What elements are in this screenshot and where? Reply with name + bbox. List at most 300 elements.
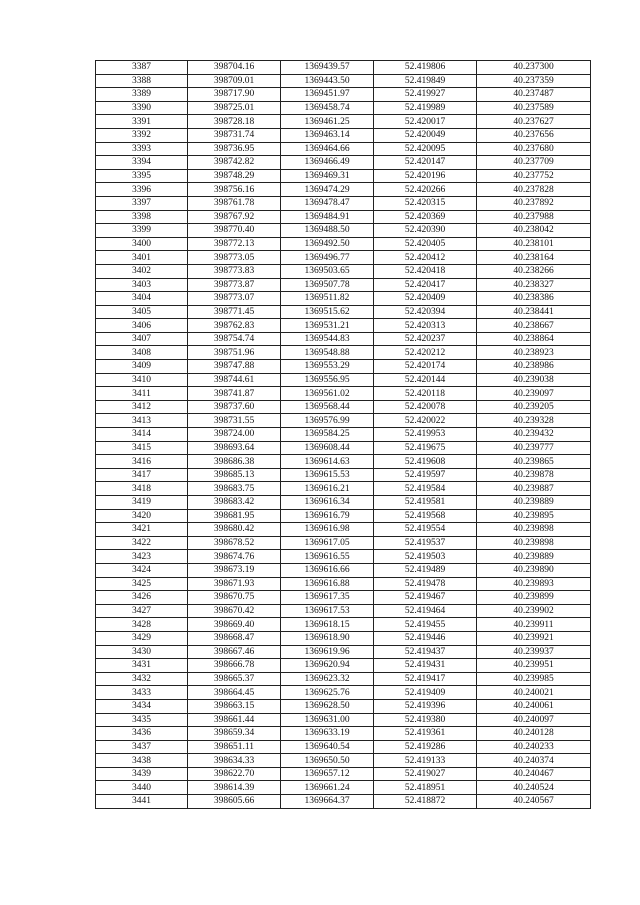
- easting-cell: 398670.75: [188, 591, 281, 605]
- longitude-cell: 40.239328: [477, 414, 591, 428]
- easting-cell: 398693.64: [188, 441, 281, 455]
- easting-cell: 398736.95: [188, 142, 281, 156]
- northing-cell: 1369464.66: [281, 142, 374, 156]
- point-number-cell: 3394: [96, 156, 188, 170]
- point-number-cell: 3441: [96, 795, 188, 809]
- table-row: [96, 631, 591, 645]
- point-number-cell: 3427: [96, 604, 188, 618]
- latitude-cell: 52.420174: [374, 360, 477, 374]
- latitude-cell: 52.419380: [374, 713, 477, 727]
- table-row: [96, 577, 591, 591]
- easting-cell: 398709.01: [188, 74, 281, 88]
- longitude-cell: 40.237656: [477, 128, 591, 142]
- table-row: [96, 224, 591, 238]
- northing-cell: 1369553.29: [281, 360, 374, 374]
- point-number-cell: 3421: [96, 523, 188, 537]
- latitude-cell: 52.420237: [374, 332, 477, 346]
- longitude-cell: 40.238164: [477, 251, 591, 265]
- point-number-cell: 3433: [96, 686, 188, 700]
- longitude-cell: 40.239937: [477, 645, 591, 659]
- point-number-cell: 3434: [96, 699, 188, 713]
- latitude-cell: 52.419581: [374, 496, 477, 510]
- table-row: [96, 74, 591, 88]
- northing-cell: 1369640.54: [281, 740, 374, 754]
- northing-cell: 1369458.74: [281, 101, 374, 115]
- table-row: [96, 686, 591, 700]
- longitude-cell: 40.239878: [477, 468, 591, 482]
- easting-cell: 398771.45: [188, 305, 281, 319]
- point-number-cell: 3425: [96, 577, 188, 591]
- easting-cell: 398614.39: [188, 781, 281, 795]
- latitude-cell: 52.419597: [374, 468, 477, 482]
- longitude-cell: 40.240524: [477, 781, 591, 795]
- latitude-cell: 52.419396: [374, 699, 477, 713]
- point-number-cell: 3409: [96, 360, 188, 374]
- point-number-cell: 3414: [96, 428, 188, 442]
- northing-cell: 1369511.82: [281, 292, 374, 306]
- longitude-cell: 40.240567: [477, 795, 591, 809]
- easting-cell: 398773.83: [188, 264, 281, 278]
- longitude-cell: 40.240374: [477, 754, 591, 768]
- longitude-cell: 40.238923: [477, 346, 591, 360]
- latitude-cell: 52.419806: [374, 61, 477, 75]
- easting-cell: 398767.92: [188, 210, 281, 224]
- longitude-cell: 40.240128: [477, 727, 591, 741]
- point-number-cell: 3440: [96, 781, 188, 795]
- northing-cell: 1369484.91: [281, 210, 374, 224]
- northing-cell: 1369463.14: [281, 128, 374, 142]
- longitude-cell: 40.240233: [477, 740, 591, 754]
- northing-cell: 1369474.29: [281, 183, 374, 197]
- table-row: [96, 659, 591, 673]
- latitude-cell: 52.420313: [374, 319, 477, 333]
- point-number-cell: 3437: [96, 740, 188, 754]
- latitude-cell: 52.420418: [374, 264, 477, 278]
- point-number-cell: 3393: [96, 142, 188, 156]
- table-row: [96, 496, 591, 510]
- longitude-cell: 40.240097: [477, 713, 591, 727]
- longitude-cell: 40.239432: [477, 428, 591, 442]
- latitude-cell: 52.420144: [374, 373, 477, 387]
- easting-cell: 398673.19: [188, 563, 281, 577]
- northing-cell: 1369461.25: [281, 115, 374, 129]
- table-row: [96, 332, 591, 346]
- easting-cell: 398651.11: [188, 740, 281, 754]
- latitude-cell: 52.419437: [374, 645, 477, 659]
- point-number-cell: 3426: [96, 591, 188, 605]
- table-row: [96, 645, 591, 659]
- table-row: [96, 509, 591, 523]
- easting-cell: 398680.42: [188, 523, 281, 537]
- latitude-cell: 52.420409: [374, 292, 477, 306]
- latitude-cell: 52.420405: [374, 237, 477, 251]
- latitude-cell: 52.420095: [374, 142, 477, 156]
- table-row: [96, 292, 591, 306]
- point-number-cell: 3419: [96, 496, 188, 510]
- northing-cell: 1369469.31: [281, 169, 374, 183]
- table-row: [96, 169, 591, 183]
- longitude-cell: 40.238386: [477, 292, 591, 306]
- latitude-cell: 52.419554: [374, 523, 477, 537]
- longitude-cell: 40.239893: [477, 577, 591, 591]
- northing-cell: 1369451.97: [281, 88, 374, 102]
- easting-cell: 398659.34: [188, 727, 281, 741]
- easting-cell: 398762.83: [188, 319, 281, 333]
- longitude-cell: 40.240021: [477, 686, 591, 700]
- longitude-cell: 40.239902: [477, 604, 591, 618]
- easting-cell: 398681.95: [188, 509, 281, 523]
- point-number-cell: 3428: [96, 618, 188, 632]
- point-number-cell: 3416: [96, 455, 188, 469]
- point-number-cell: 3432: [96, 672, 188, 686]
- point-number-cell: 3396: [96, 183, 188, 197]
- northing-cell: 1369616.66: [281, 563, 374, 577]
- point-number-cell: 3391: [96, 115, 188, 129]
- point-number-cell: 3415: [96, 441, 188, 455]
- latitude-cell: 52.419849: [374, 74, 477, 88]
- latitude-cell: 52.419409: [374, 686, 477, 700]
- point-number-cell: 3424: [96, 563, 188, 577]
- point-number-cell: 3429: [96, 631, 188, 645]
- longitude-cell: 40.240061: [477, 699, 591, 713]
- point-number-cell: 3404: [96, 292, 188, 306]
- northing-cell: 1369616.79: [281, 509, 374, 523]
- table-row: [96, 482, 591, 496]
- latitude-cell: 52.420369: [374, 210, 477, 224]
- longitude-cell: 40.237627: [477, 115, 591, 129]
- easting-cell: 398683.75: [188, 482, 281, 496]
- northing-cell: 1369617.53: [281, 604, 374, 618]
- point-number-cell: 3423: [96, 550, 188, 564]
- easting-cell: 398667.46: [188, 645, 281, 659]
- latitude-cell: 52.419455: [374, 618, 477, 632]
- point-number-cell: 3397: [96, 196, 188, 210]
- table-row: [96, 604, 591, 618]
- longitude-cell: 40.237589: [477, 101, 591, 115]
- easting-cell: 398756.16: [188, 183, 281, 197]
- table-row: [96, 196, 591, 210]
- northing-cell: 1369443.50: [281, 74, 374, 88]
- easting-cell: 398731.74: [188, 128, 281, 142]
- easting-cell: 398605.66: [188, 795, 281, 809]
- longitude-cell: 40.239898: [477, 523, 591, 537]
- point-number-cell: 3430: [96, 645, 188, 659]
- easting-cell: 398683.42: [188, 496, 281, 510]
- point-number-cell: 3395: [96, 169, 188, 183]
- point-number-cell: 3422: [96, 536, 188, 550]
- table-row: [96, 142, 591, 156]
- latitude-cell: 52.418951: [374, 781, 477, 795]
- table-row: [96, 400, 591, 414]
- point-number-cell: 3406: [96, 319, 188, 333]
- point-number-cell: 3408: [96, 346, 188, 360]
- table-row: [96, 183, 591, 197]
- northing-cell: 1369439.57: [281, 61, 374, 75]
- northing-cell: 1369531.21: [281, 319, 374, 333]
- table-row: [96, 61, 591, 75]
- northing-cell: 1369576.99: [281, 414, 374, 428]
- easting-cell: 398772.13: [188, 237, 281, 251]
- easting-cell: 398770.40: [188, 224, 281, 238]
- easting-cell: 398761.78: [188, 196, 281, 210]
- point-number-cell: 3417: [96, 468, 188, 482]
- longitude-cell: 40.239889: [477, 496, 591, 510]
- table-row: [96, 441, 591, 455]
- table-row: [96, 387, 591, 401]
- latitude-cell: 52.419417: [374, 672, 477, 686]
- northing-cell: 1369488.50: [281, 224, 374, 238]
- northing-cell: 1369515.62: [281, 305, 374, 319]
- table-row: [96, 727, 591, 741]
- longitude-cell: 40.239911: [477, 618, 591, 632]
- latitude-cell: 52.419478: [374, 577, 477, 591]
- northing-cell: 1369614.63: [281, 455, 374, 469]
- longitude-cell: 40.237892: [477, 196, 591, 210]
- latitude-cell: 52.419286: [374, 740, 477, 754]
- longitude-cell: 40.239097: [477, 387, 591, 401]
- longitude-cell: 40.239205: [477, 400, 591, 414]
- longitude-cell: 40.238986: [477, 360, 591, 374]
- latitude-cell: 52.419927: [374, 88, 477, 102]
- northing-cell: 1369584.25: [281, 428, 374, 442]
- latitude-cell: 52.419464: [374, 604, 477, 618]
- longitude-cell: 40.239921: [477, 631, 591, 645]
- easting-cell: 398773.05: [188, 251, 281, 265]
- easting-cell: 398663.15: [188, 699, 281, 713]
- longitude-cell: 40.239865: [477, 455, 591, 469]
- northing-cell: 1369608.44: [281, 441, 374, 455]
- longitude-cell: 40.237680: [477, 142, 591, 156]
- longitude-cell: 40.238266: [477, 264, 591, 278]
- table-row: [96, 699, 591, 713]
- table-row: [96, 563, 591, 577]
- table-row: [96, 115, 591, 129]
- table-row: [96, 319, 591, 333]
- longitude-cell: 40.237359: [477, 74, 591, 88]
- point-number-cell: 3392: [96, 128, 188, 142]
- table-row: [96, 740, 591, 754]
- northing-cell: 1369617.05: [281, 536, 374, 550]
- table-row: [96, 237, 591, 251]
- point-number-cell: 3420: [96, 509, 188, 523]
- easting-cell: 398664.45: [188, 686, 281, 700]
- table-row: [96, 672, 591, 686]
- easting-cell: 398685.13: [188, 468, 281, 482]
- easting-cell: 398670.42: [188, 604, 281, 618]
- easting-cell: 398737.60: [188, 400, 281, 414]
- latitude-cell: 52.420147: [374, 156, 477, 170]
- easting-cell: 398731.55: [188, 414, 281, 428]
- point-number-cell: 3407: [96, 332, 188, 346]
- table-row: [96, 455, 591, 469]
- northing-cell: 1369628.50: [281, 699, 374, 713]
- point-number-cell: 3398: [96, 210, 188, 224]
- easting-cell: 398678.52: [188, 536, 281, 550]
- table-row: [96, 795, 591, 809]
- northing-cell: 1369664.37: [281, 795, 374, 809]
- point-number-cell: 3435: [96, 713, 188, 727]
- latitude-cell: 52.420417: [374, 278, 477, 292]
- latitude-cell: 52.420118: [374, 387, 477, 401]
- longitude-cell: 40.239985: [477, 672, 591, 686]
- northing-cell: 1369618.15: [281, 618, 374, 632]
- point-number-cell: 3405: [96, 305, 188, 319]
- point-number-cell: 3388: [96, 74, 188, 88]
- northing-cell: 1369633.19: [281, 727, 374, 741]
- latitude-cell: 52.418872: [374, 795, 477, 809]
- longitude-cell: 40.238101: [477, 237, 591, 251]
- latitude-cell: 52.420266: [374, 183, 477, 197]
- table-row: [96, 360, 591, 374]
- point-number-cell: 3431: [96, 659, 188, 673]
- latitude-cell: 52.419431: [374, 659, 477, 673]
- easting-cell: 398728.18: [188, 115, 281, 129]
- table-row: [96, 523, 591, 537]
- longitude-cell: 40.239890: [477, 563, 591, 577]
- table-row: [96, 414, 591, 428]
- table-row: [96, 781, 591, 795]
- point-number-cell: 3436: [96, 727, 188, 741]
- easting-cell: 398634.33: [188, 754, 281, 768]
- easting-cell: 398661.44: [188, 713, 281, 727]
- latitude-cell: 52.419503: [374, 550, 477, 564]
- easting-cell: 398744.61: [188, 373, 281, 387]
- point-number-cell: 3389: [96, 88, 188, 102]
- easting-cell: 398704.16: [188, 61, 281, 75]
- longitude-cell: 40.238327: [477, 278, 591, 292]
- point-number-cell: 3418: [96, 482, 188, 496]
- northing-cell: 1369615.53: [281, 468, 374, 482]
- longitude-cell: 40.239889: [477, 550, 591, 564]
- latitude-cell: 52.419489: [374, 563, 477, 577]
- latitude-cell: 52.419537: [374, 536, 477, 550]
- longitude-cell: 40.240467: [477, 767, 591, 781]
- easting-cell: 398742.82: [188, 156, 281, 170]
- longitude-cell: 40.238441: [477, 305, 591, 319]
- easting-cell: 398674.76: [188, 550, 281, 564]
- latitude-cell: 52.419446: [374, 631, 477, 645]
- table-row: [96, 156, 591, 170]
- northing-cell: 1369496.77: [281, 251, 374, 265]
- longitude-cell: 40.237709: [477, 156, 591, 170]
- table-row: [96, 346, 591, 360]
- point-number-cell: 3413: [96, 414, 188, 428]
- northing-cell: 1369503.65: [281, 264, 374, 278]
- northing-cell: 1369650.50: [281, 754, 374, 768]
- table-row: [96, 251, 591, 265]
- northing-cell: 1369619.96: [281, 645, 374, 659]
- northing-cell: 1369507.78: [281, 278, 374, 292]
- point-number-cell: 3410: [96, 373, 188, 387]
- point-number-cell: 3439: [96, 767, 188, 781]
- longitude-cell: 40.237300: [477, 61, 591, 75]
- northing-cell: 1369657.12: [281, 767, 374, 781]
- northing-cell: 1369616.34: [281, 496, 374, 510]
- longitude-cell: 40.238042: [477, 224, 591, 238]
- coordinate-table: [95, 60, 591, 809]
- table-row: [96, 210, 591, 224]
- latitude-cell: 52.420212: [374, 346, 477, 360]
- easting-cell: 398748.29: [188, 169, 281, 183]
- table-row: [96, 754, 591, 768]
- easting-cell: 398747.88: [188, 360, 281, 374]
- northing-cell: 1369492.50: [281, 237, 374, 251]
- point-number-cell: 3402: [96, 264, 188, 278]
- longitude-cell: 40.237828: [477, 183, 591, 197]
- northing-cell: 1369617.35: [281, 591, 374, 605]
- northing-cell: 1369618.90: [281, 631, 374, 645]
- point-number-cell: 3412: [96, 400, 188, 414]
- latitude-cell: 52.419133: [374, 754, 477, 768]
- point-number-cell: 3438: [96, 754, 188, 768]
- easting-cell: 398751.96: [188, 346, 281, 360]
- table-row: [96, 713, 591, 727]
- longitude-cell: 40.238864: [477, 332, 591, 346]
- northing-cell: 1369548.88: [281, 346, 374, 360]
- northing-cell: 1369616.21: [281, 482, 374, 496]
- point-number-cell: 3401: [96, 251, 188, 265]
- table-row: [96, 428, 591, 442]
- easting-cell: 398668.47: [188, 631, 281, 645]
- longitude-cell: 40.237988: [477, 210, 591, 224]
- longitude-cell: 40.239898: [477, 536, 591, 550]
- northing-cell: 1369631.00: [281, 713, 374, 727]
- latitude-cell: 52.419989: [374, 101, 477, 115]
- northing-cell: 1369625.76: [281, 686, 374, 700]
- northing-cell: 1369568.44: [281, 400, 374, 414]
- northing-cell: 1369478.47: [281, 196, 374, 210]
- latitude-cell: 52.419584: [374, 482, 477, 496]
- latitude-cell: 52.419953: [374, 428, 477, 442]
- table-row: [96, 88, 591, 102]
- table-row: [96, 550, 591, 564]
- latitude-cell: 52.419608: [374, 455, 477, 469]
- point-number-cell: 3403: [96, 278, 188, 292]
- northing-cell: 1369556.95: [281, 373, 374, 387]
- point-number-cell: 3411: [96, 387, 188, 401]
- latitude-cell: 52.419568: [374, 509, 477, 523]
- northing-cell: 1369616.55: [281, 550, 374, 564]
- latitude-cell: 52.420390: [374, 224, 477, 238]
- latitude-cell: 52.420017: [374, 115, 477, 129]
- longitude-cell: 40.238667: [477, 319, 591, 333]
- table-row: [96, 591, 591, 605]
- northing-cell: 1369561.02: [281, 387, 374, 401]
- longitude-cell: 40.237487: [477, 88, 591, 102]
- table-row: [96, 468, 591, 482]
- latitude-cell: 52.420394: [374, 305, 477, 319]
- table-row: [96, 264, 591, 278]
- table-row: [96, 618, 591, 632]
- point-number-cell: 3387: [96, 61, 188, 75]
- point-number-cell: 3400: [96, 237, 188, 251]
- longitude-cell: 40.239899: [477, 591, 591, 605]
- easting-cell: 398622.70: [188, 767, 281, 781]
- point-number-cell: 3390: [96, 101, 188, 115]
- northing-cell: 1369661.24: [281, 781, 374, 795]
- longitude-cell: 40.239895: [477, 509, 591, 523]
- table-row: [96, 305, 591, 319]
- northing-cell: 1369544.83: [281, 332, 374, 346]
- easting-cell: 398666.78: [188, 659, 281, 673]
- table-row: [96, 278, 591, 292]
- easting-cell: 398671.93: [188, 577, 281, 591]
- latitude-cell: 52.419027: [374, 767, 477, 781]
- easting-cell: 398754.74: [188, 332, 281, 346]
- latitude-cell: 52.420078: [374, 400, 477, 414]
- latitude-cell: 52.420196: [374, 169, 477, 183]
- table-row: [96, 128, 591, 142]
